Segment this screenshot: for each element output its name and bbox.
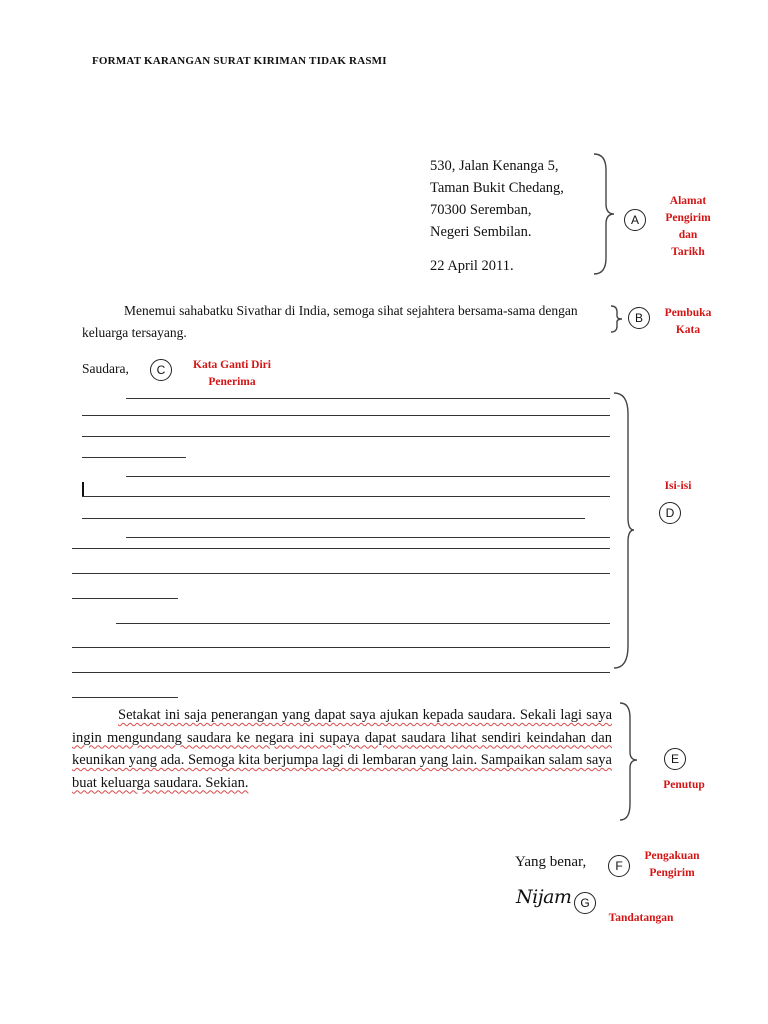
closing-paragraph: Setakat ini saja penerangan yang dapat saya ajukan kepada saudara. Sekali lagi saya ingin mengundang saudara ke negara ini supaya dapat saudara lihat sendiri keindahan dan keunikan yang ada. Semoga kita berjumpa lagi di lembaran yang lain. Sampaikan salam saya buat keluarga saudara. Sekian. [72, 707, 612, 791]
opening-bracket [610, 304, 626, 334]
content-line [126, 537, 610, 538]
marker-f: F [608, 855, 630, 877]
content-line [82, 457, 186, 458]
label-e: Penutup [663, 779, 705, 791]
label-c: Kata Ganti Diri Penerima [193, 359, 271, 388]
content-line [126, 476, 610, 477]
content-line [82, 518, 585, 519]
text-cursor [82, 482, 84, 496]
marker-d: D [659, 502, 681, 524]
address-line-4: Negeri Sembilan. [430, 224, 532, 240]
marker-g: G [574, 892, 596, 914]
content-line [82, 436, 610, 437]
marker-e: E [664, 748, 686, 770]
content-bracket [612, 390, 636, 672]
label-f: Pengakuan Pengirim [644, 850, 700, 879]
content-line [116, 623, 610, 624]
content-line [126, 398, 610, 399]
label-g: Tandatangan [608, 912, 674, 924]
content-line [72, 573, 610, 574]
content-line [82, 415, 610, 416]
address-line-2: Taman Bukit Chedang, [430, 180, 564, 196]
closing-bracket [618, 700, 640, 824]
content-line [72, 697, 178, 698]
signature: Nijam [516, 886, 572, 908]
marker-b: B [628, 307, 650, 329]
label-a: Alamat Pengirim dan Tarikh [665, 195, 711, 258]
address-line-1: 530, Jalan Kenanga 5, [430, 158, 559, 174]
address-line-3: 70300 Seremban, [430, 202, 532, 218]
document-title: FORMAT KARANGAN SURAT KIRIMAN TIDAK RASMI [92, 55, 387, 67]
content-line [72, 647, 610, 648]
sign-off: Yang benar, [515, 854, 587, 870]
marker-c: C [150, 359, 172, 381]
marker-a: A [624, 209, 646, 231]
letter-date: 22 April 2011. [430, 258, 514, 274]
opening-paragraph: Menemui sahabatku Sivathar di India, semoga sihat sejahtera bersama-sama dengan keluarga tersayang. [82, 303, 578, 340]
label-b: Pembuka Kata [664, 307, 712, 336]
sender-address [430, 155, 564, 277]
address-bracket [592, 150, 618, 278]
content-line [72, 548, 610, 549]
content-line [72, 598, 178, 599]
salutation: Saudara, [82, 361, 129, 376]
label-d: Isi-isi [664, 480, 692, 492]
content-line [82, 496, 610, 497]
content-line [72, 672, 610, 673]
